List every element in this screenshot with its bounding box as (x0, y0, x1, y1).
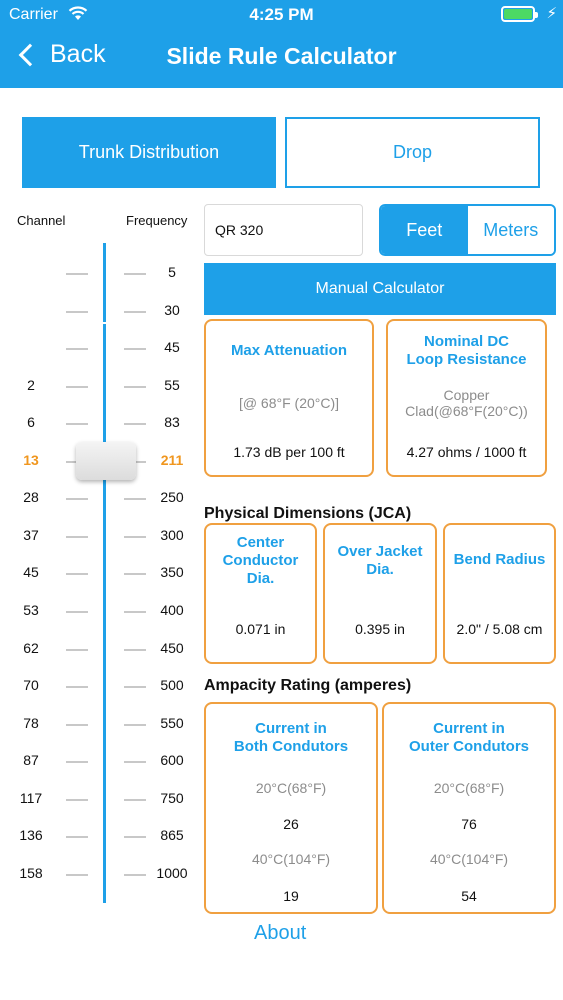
channel-value: 53 (23, 601, 39, 618)
tick-mark (124, 311, 146, 313)
scale-row (0, 414, 200, 434)
tick-mark (66, 536, 88, 538)
over-jacket-title-1: Over Jacket (337, 543, 423, 560)
frequency-value: 55 (164, 376, 180, 393)
tick-mark (124, 611, 146, 613)
attenuation-value: 1.73 dB per 100 ft (233, 444, 345, 460)
scale-row (0, 752, 200, 772)
tick-mark (124, 273, 146, 275)
channel-value: 13 (23, 451, 39, 468)
charging-icon: ⚡ (546, 5, 557, 22)
scale-row (0, 489, 200, 509)
tick-mark (124, 348, 146, 350)
over-jacket-title-2: Dia. (366, 561, 394, 578)
channel-value: 6 (27, 414, 35, 431)
tick-mark (66, 498, 88, 500)
units-segmented-control[interactable] (379, 204, 556, 256)
frequency-value: 30 (164, 301, 180, 318)
channel-value: 62 (23, 639, 39, 656)
channel-value: 45 (23, 564, 39, 581)
tick-mark (124, 686, 146, 688)
tick-mark (66, 724, 88, 726)
tick-mark (124, 761, 146, 763)
current-both-card (204, 702, 378, 914)
tick-mark (124, 573, 146, 575)
channel-value (0, 302, 78, 318)
max-attenuation-card (204, 319, 374, 477)
back-label: Back (50, 40, 106, 68)
tick-mark (124, 724, 146, 726)
frequency-value: 500 (160, 677, 184, 694)
battery-icon (501, 6, 535, 22)
channel-value: 37 (23, 526, 39, 543)
current-outer-value-1: 76 (461, 816, 477, 832)
frequency-value: 250 (160, 489, 184, 506)
tick-mark (124, 423, 146, 425)
current-both-value-2: 19 (283, 888, 299, 904)
channel-value (0, 264, 78, 280)
nav-bar (0, 0, 563, 88)
current-outer-title-1: Current in (433, 720, 505, 737)
ampacity-heading: Ampacity Rating (amperes) (204, 677, 412, 694)
tab-trunk-distribution[interactable]: Trunk Distribution (22, 117, 276, 188)
current-outer-temp-1: 20°C(68°F) (433, 780, 505, 796)
loop-resistance-title-1: Nominal DC (423, 333, 509, 350)
loop-resistance-title-2: Loop Resistance (406, 351, 527, 368)
loop-resistance-card (386, 319, 547, 477)
scale-row (0, 790, 200, 810)
frequency-value: 1000 (156, 864, 188, 881)
meters-segment[interactable]: Meters (468, 206, 555, 254)
channel-header: Channel (17, 213, 66, 228)
tick-mark (124, 649, 146, 651)
center-conductor-value: 0.071 in (235, 621, 286, 637)
scale-row (0, 602, 200, 622)
tick-mark (124, 498, 146, 500)
current-outer-temp-2: 40°C(104°F) (429, 851, 509, 867)
current-both-value-1: 26 (283, 816, 299, 832)
current-outer-title-2: Outer Condutors (409, 738, 529, 755)
bend-radius-card (443, 523, 556, 664)
tick-mark (66, 386, 88, 388)
channel-value: 70 (23, 677, 39, 694)
frequency-value: 45 (164, 339, 180, 356)
tick-mark (66, 836, 88, 838)
feet-segment[interactable]: Feet (381, 206, 468, 254)
tick-mark (66, 573, 88, 575)
frequency-value: 750 (160, 789, 184, 806)
status-time: 4:25 PM (249, 5, 314, 24)
center-conductor-title-2: Conductor (222, 552, 299, 569)
cable-type-field[interactable]: QR 320 (204, 204, 363, 256)
tick-mark (124, 386, 146, 388)
frequency-value: 450 (160, 639, 184, 656)
center-conductor-card (204, 523, 317, 664)
scale-row (0, 527, 200, 547)
frequency-value: 400 (160, 601, 184, 618)
frequency-value: 300 (160, 526, 184, 543)
channel-value: 158 (19, 864, 43, 881)
current-both-temp-2: 40°C(104°F) (251, 851, 331, 867)
tick-mark (66, 649, 88, 651)
tick-mark (124, 874, 146, 876)
tick-mark (66, 348, 88, 350)
center-conductor-title-3: Dia. (246, 570, 275, 587)
bend-radius-value: 2.0" / 5.08 cm (456, 621, 543, 637)
frequency-value: 600 (160, 752, 184, 769)
over-jacket-value: 0.395 in (355, 621, 405, 637)
about-link[interactable]: About (254, 922, 307, 944)
tick-mark (66, 799, 88, 801)
resistance-value: 4.27 ohms / 1000 ft (406, 444, 527, 460)
current-outer-card (382, 702, 556, 914)
resistance-condition-2: Clad(@68°F(20°C)) (405, 403, 528, 419)
center-conductor-title-1: Center (236, 534, 285, 551)
frequency-value: 550 (160, 714, 184, 731)
scale-row (0, 564, 200, 584)
frequency-value: 350 (160, 564, 184, 581)
scale-row (0, 640, 200, 660)
tick-mark (66, 311, 88, 313)
tick-mark (66, 423, 88, 425)
tick-mark (66, 273, 88, 275)
manual-calculator-button[interactable]: Manual Calculator (204, 263, 556, 315)
frequency-value: 865 (160, 827, 184, 844)
max-attenuation-title: Max Attenuation (230, 342, 348, 359)
current-both-title-1: Current in (255, 720, 327, 737)
carrier-label: Carrier (9, 6, 58, 23)
frequency-value: 211 (160, 451, 184, 468)
scale-row (0, 302, 200, 322)
tick-mark (66, 761, 88, 763)
channel-value (0, 339, 78, 355)
resistance-condition-1: Copper (443, 387, 490, 403)
channel-value: 117 (19, 789, 43, 806)
tick-mark (66, 611, 88, 613)
tick-mark (124, 799, 146, 801)
channel-value: 2 (27, 376, 35, 393)
scale-row (0, 264, 200, 284)
status-bar (0, 0, 563, 30)
page-title: Slide Rule Calculator (166, 43, 397, 69)
channel-value: 28 (23, 489, 39, 506)
current-both-temp-1: 20°C(68°F) (255, 780, 327, 796)
frequency-header: Frequency (126, 213, 188, 228)
scale-row (0, 715, 200, 735)
channel-value: 87 (23, 752, 39, 769)
tick-mark (124, 836, 146, 838)
current-outer-value-2: 54 (461, 888, 477, 904)
over-jacket-card (323, 523, 437, 664)
scale-row (0, 827, 200, 847)
scale-row (0, 339, 200, 359)
tick-mark (124, 536, 146, 538)
scale-row (0, 865, 200, 885)
channel-value: 78 (23, 714, 39, 731)
physical-dimensions-heading: Physical Dimensions (JCA) (204, 505, 412, 522)
slider-thumb[interactable] (76, 442, 136, 480)
tab-drop[interactable]: Drop (285, 117, 540, 188)
scale-row (0, 677, 200, 697)
channel-value: 136 (19, 827, 43, 844)
tick-mark (66, 874, 88, 876)
current-both-title-2: Both Condutors (233, 738, 349, 755)
frequency-value: 83 (164, 414, 180, 431)
scale-row (0, 377, 200, 397)
bend-radius-title: Bend Radius (453, 551, 546, 568)
frequency-value: 5 (168, 264, 176, 280)
tick-mark (66, 686, 88, 688)
attenuation-condition: [@ 68°F (20°C)] (238, 395, 340, 411)
